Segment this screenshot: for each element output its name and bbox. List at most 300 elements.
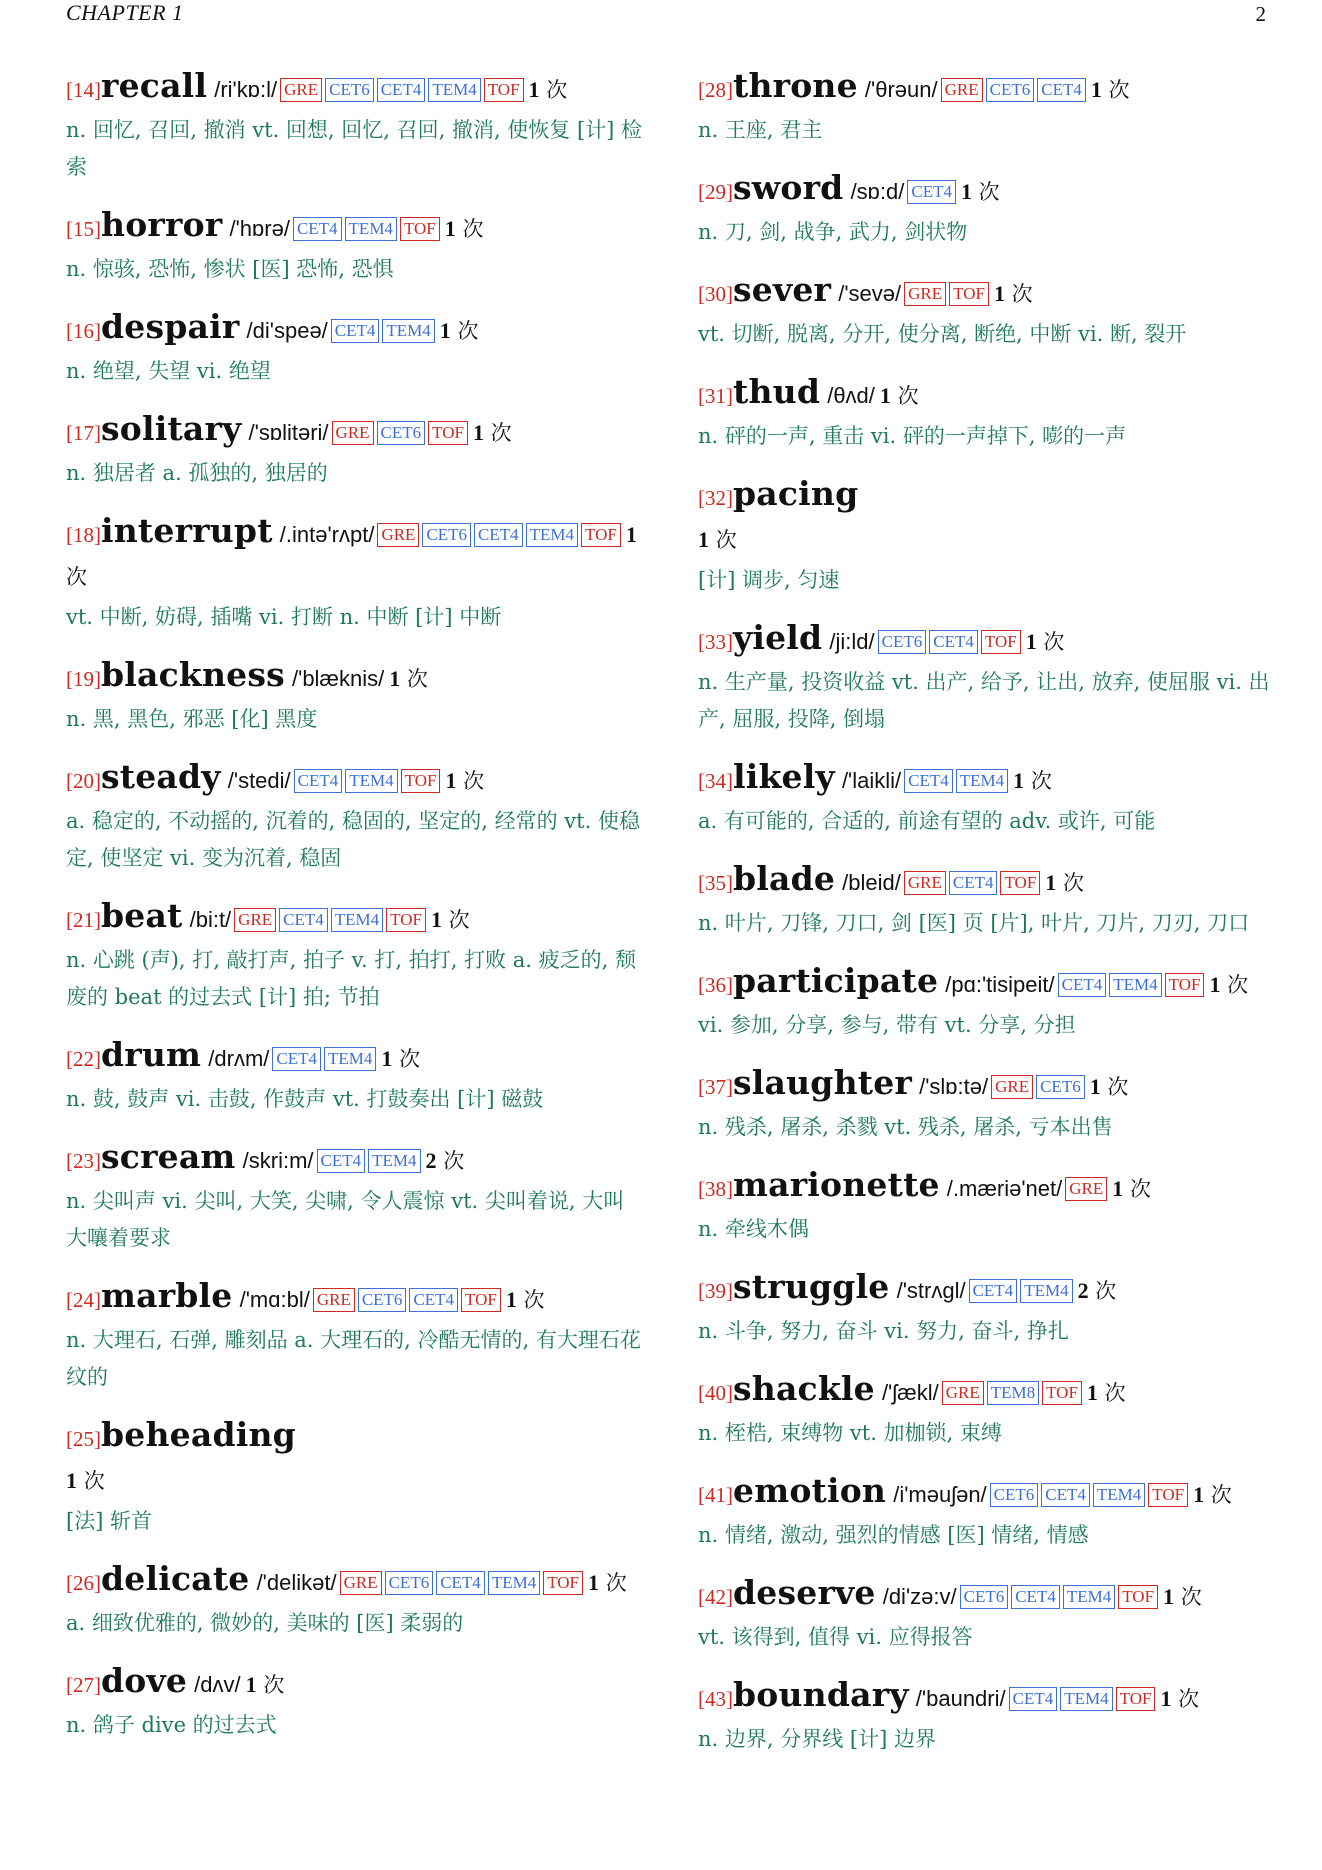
entry-index: [39] <box>698 1279 733 1303</box>
frequency-count <box>698 528 737 552</box>
headword: despair <box>101 307 240 346</box>
frequency-number: 1 <box>1112 1176 1124 1201</box>
vocab-entry <box>66 511 644 636</box>
entry-index: [32] <box>698 486 733 510</box>
frequency-count <box>1160 1687 1199 1711</box>
frequency-number: 1 <box>1045 870 1057 895</box>
exam-tag-badge: GRE <box>904 282 946 306</box>
headword: deserve <box>733 1573 876 1612</box>
chapter-title: CHAPTER 1 <box>66 0 184 25</box>
definition: vt. 切断, 脱离, 分开, 使分离, 断绝, 中断 vi. 断, 裂开 <box>698 322 1187 346</box>
vocab-entry <box>698 1675 1276 1758</box>
vocab-entry <box>66 1559 644 1642</box>
frequency-number: 1 <box>625 522 637 547</box>
entry-index: [43] <box>698 1687 733 1711</box>
frequency-unit: 次 <box>463 769 485 793</box>
vocab-entry <box>66 409 644 492</box>
phonetic: /.intə'rʌpt/ <box>279 522 375 547</box>
entry-headline <box>698 372 1276 418</box>
definition: [法] 斩首 <box>66 1509 153 1533</box>
phonetic: /'mɑ:bl/ <box>239 1287 310 1312</box>
definition: n. 王座, 君主 <box>698 118 823 142</box>
phonetic: /.mæriə'net/ <box>946 1176 1063 1201</box>
entry-headline <box>698 168 1276 214</box>
definition: n. 情绪, 激动, 强烈的情感 [医] 情绪, 情感 <box>698 1523 1089 1547</box>
exam-tag-badge: CET4 <box>904 769 953 793</box>
exam-tag-badge: GRE <box>942 1381 984 1405</box>
entry-index: [30] <box>698 282 733 306</box>
frequency-number: 1 <box>439 318 451 343</box>
frequency-number: 1 <box>879 383 891 408</box>
entry-index: [17] <box>66 421 101 445</box>
entry-headline <box>698 474 1276 562</box>
entry-index: [34] <box>698 769 733 793</box>
headword: boundary <box>733 1675 909 1714</box>
entry-headline <box>698 1267 1276 1313</box>
frequency-count <box>445 769 484 793</box>
entry-headline <box>698 1471 1276 1517</box>
frequency-count <box>1026 630 1065 654</box>
frequency-unit: 次 <box>978 180 1000 204</box>
entry-headline <box>66 409 644 455</box>
exam-tag-badge: GRE <box>1065 1177 1107 1201</box>
entry-headline <box>698 66 1276 112</box>
phonetic: /'θrəun/ <box>864 77 938 102</box>
phonetic: /pɑ:'tisipeit/ <box>945 972 1055 997</box>
exam-tag-badge: CET6 <box>358 1288 407 1312</box>
vocab-entry <box>698 474 1276 599</box>
headword: horror <box>101 205 223 244</box>
headword: likely <box>733 757 835 796</box>
exam-tag-badge: TEM4 <box>526 523 578 547</box>
page-header <box>66 0 1266 30</box>
exam-tag-badge: TOF <box>428 421 468 445</box>
exam-tag-badge: CET6 <box>377 421 426 445</box>
frequency-unit: 次 <box>605 1571 627 1595</box>
vocab-entry <box>66 307 644 390</box>
exam-tag-badge: CET6 <box>986 78 1035 102</box>
frequency-count <box>1112 1177 1151 1201</box>
exam-tag-badge: CET4 <box>1011 1585 1060 1609</box>
entry-headline <box>66 66 644 112</box>
headword: throne <box>733 66 858 105</box>
entry-index: [19] <box>66 667 101 691</box>
exam-tag-badge: TOF <box>981 630 1021 654</box>
exam-tag-badge: CET4 <box>949 871 998 895</box>
headword: scream <box>101 1137 236 1176</box>
right-column <box>698 66 1276 1777</box>
frequency-number: 1 <box>381 1046 393 1071</box>
definition: n. 大理石, 石弹, 雕刻品 a. 大理石的, 冷酷无情的, 有大理石花纹的 <box>66 1328 641 1389</box>
definition: n. 残杀, 屠杀, 杀戮 vt. 残杀, 屠杀, 亏本出售 <box>698 1115 1113 1139</box>
definition: a. 有可能的, 合适的, 前途有望的 adv. 或许, 可能 <box>698 809 1156 833</box>
entry-index: [41] <box>698 1483 733 1507</box>
frequency-unit: 次 <box>443 1149 465 1173</box>
entry-index: [23] <box>66 1149 101 1173</box>
exam-tag-badge: TOF <box>1148 1483 1188 1507</box>
exam-tag-badge: TEM8 <box>987 1381 1039 1405</box>
exam-tag-badge: GRE <box>941 78 983 102</box>
exam-tag-badge: CET6 <box>1036 1075 1085 1099</box>
exam-tag-badge: CET4 <box>377 78 426 102</box>
frequency-number: 1 <box>1209 972 1221 997</box>
headword: blackness <box>101 655 285 694</box>
entry-index: [26] <box>66 1571 101 1595</box>
vocab-entry <box>698 859 1276 942</box>
phonetic: /'stedi/ <box>227 768 291 793</box>
entry-index: [15] <box>66 217 101 241</box>
exam-tag-badge: CET4 <box>272 1047 321 1071</box>
frequency-unit: 次 <box>523 1288 545 1312</box>
frequency-number: 1 <box>430 907 442 932</box>
exam-tag-badge: GRE <box>234 908 276 932</box>
headword: beheading <box>101 1415 296 1454</box>
phonetic: /drʌm/ <box>208 1046 270 1071</box>
phonetic: /skri:m/ <box>242 1148 314 1173</box>
exam-tag-badge: TEM4 <box>1060 1687 1112 1711</box>
frequency-unit: 次 <box>1227 973 1249 997</box>
entry-headline <box>698 1675 1276 1721</box>
entry-headline <box>66 655 644 701</box>
frequency-number: 2 <box>425 1148 437 1173</box>
entry-headline <box>698 1063 1276 1109</box>
exam-tag-badge: TOF <box>949 282 989 306</box>
vocab-entry <box>66 896 644 1016</box>
exam-tag-badge: CET4 <box>929 630 978 654</box>
entry-index: [28] <box>698 78 733 102</box>
frequency-count <box>1013 769 1052 793</box>
frequency-unit: 次 <box>263 1673 285 1697</box>
definition: n. 边界, 分界线 [计] 边界 <box>698 1727 936 1751</box>
exam-tag-badge: CET6 <box>878 630 927 654</box>
entry-index: [25] <box>66 1427 101 1451</box>
exam-tag-badge: TEM4 <box>488 1571 540 1595</box>
frequency-unit: 次 <box>490 421 512 445</box>
entry-headline <box>698 961 1276 1007</box>
exam-tag-badge: TOF <box>1116 1687 1156 1711</box>
frequency-count <box>588 1571 627 1595</box>
definition: n. 生产量, 投资收益 vt. 出产, 给予, 让出, 放弃, 使屈服 vi. 出产, 屈服, 投降, 倒塌 <box>698 670 1270 731</box>
vocab-entry <box>698 1369 1276 1452</box>
phonetic: /ji:ld/ <box>829 629 875 654</box>
headword: participate <box>733 961 939 1000</box>
entry-index: [35] <box>698 871 733 895</box>
frequency-count <box>1091 78 1130 102</box>
headword: delicate <box>101 1559 250 1598</box>
frequency-unit: 次 <box>715 528 737 552</box>
exam-tag-badge: TEM4 <box>382 319 434 343</box>
vocab-entry <box>66 1661 644 1744</box>
phonetic: /'slɒ:tə/ <box>919 1074 989 1099</box>
vocab-entry <box>66 66 644 186</box>
frequency-count <box>445 217 484 241</box>
exam-tag-badge: TOF <box>484 78 524 102</box>
frequency-unit: 次 <box>1108 78 1130 102</box>
frequency-unit: 次 <box>83 1469 105 1493</box>
frequency-count <box>426 1149 465 1173</box>
vocab-entry <box>66 1137 644 1257</box>
headword: solitary <box>101 409 242 448</box>
exam-tag-badge: CET4 <box>1058 973 1107 997</box>
definition: n. 桎梏, 束缚物 vt. 加枷锁, 束缚 <box>698 1421 1002 1445</box>
frequency-count <box>1045 871 1084 895</box>
exam-tag-badge: TOF <box>461 1288 501 1312</box>
exam-tag-badge: TOF <box>386 908 426 932</box>
frequency-count <box>529 78 568 102</box>
entry-headline <box>66 1661 644 1707</box>
definition: n. 惊骇, 恐怖, 惨状 [医] 恐怖, 恐惧 <box>66 257 394 281</box>
frequency-number: 1 <box>960 179 972 204</box>
exam-tag-badge: TEM4 <box>428 78 480 102</box>
headword: pacing <box>733 474 859 513</box>
vocab-entry <box>66 1415 644 1540</box>
headword: emotion <box>733 1471 887 1510</box>
vocab-entry <box>698 757 1276 840</box>
vocab-entry <box>66 655 644 738</box>
exam-tag-badge: CET4 <box>907 180 956 204</box>
entry-headline <box>698 859 1276 905</box>
frequency-unit: 次 <box>462 217 484 241</box>
definition: n. 砰的一声, 重击 vi. 砰的一声掉下, 嘭的一声 <box>698 424 1127 448</box>
exam-tag-badge: CET6 <box>990 1483 1039 1507</box>
frequency-number: 1 <box>66 1468 77 1493</box>
frequency-count <box>1078 1279 1117 1303</box>
frequency-unit: 次 <box>1011 282 1033 306</box>
frequency-unit: 次 <box>457 319 479 343</box>
entry-headline <box>66 896 644 942</box>
exam-tag-badge: CET4 <box>474 523 523 547</box>
entry-headline <box>66 1137 644 1183</box>
phonetic: /'blæknis/ <box>292 666 385 691</box>
definition: n. 心跳 (声), 打, 敲打声, 拍子 v. 打, 拍打, 打败 a. 疲乏的, 颓废的 beat 的过去式 [计] 拍; 节拍 <box>66 948 636 1009</box>
exam-tag-badge: TOF <box>581 523 621 547</box>
frequency-number: 1 <box>1193 1482 1205 1507</box>
frequency-number: 1 <box>1089 1074 1101 1099</box>
exam-tag-badge: CET4 <box>317 1149 366 1173</box>
phonetic: /dʌv/ <box>194 1672 241 1697</box>
headword: sword <box>733 168 844 207</box>
definition: n. 绝望, 失望 vi. 绝望 <box>66 359 271 383</box>
phonetic: /θʌd/ <box>827 383 875 408</box>
entry-index: [42] <box>698 1585 733 1609</box>
frequency-number: 1 <box>698 527 709 552</box>
headword: marble <box>101 1276 233 1315</box>
frequency-unit: 次 <box>66 565 87 589</box>
entry-headline <box>698 1165 1276 1211</box>
vocab-entry <box>698 1063 1276 1146</box>
exam-tag-badge: CET4 <box>436 1571 485 1595</box>
entry-headline <box>66 1035 644 1081</box>
phonetic: /'hɒrə/ <box>229 216 290 241</box>
headword: interrupt <box>101 511 273 550</box>
frequency-unit: 次 <box>1129 1177 1151 1201</box>
frequency-count <box>1193 1483 1232 1507</box>
exam-tag-badge: TEM4 <box>956 769 1008 793</box>
vocab-entry <box>66 757 644 877</box>
frequency-number: 1 <box>528 77 540 102</box>
frequency-unit: 次 <box>399 1047 421 1071</box>
vocab-entry <box>698 1471 1276 1554</box>
entry-headline <box>698 270 1276 316</box>
vocab-entry <box>698 618 1276 738</box>
phonetic: /'sevə/ <box>838 281 902 306</box>
definition: a. 细致优雅的, 微妙的, 美味的 [医] 柔弱的 <box>66 1611 464 1635</box>
frequency-count <box>381 1047 420 1071</box>
vocab-entry <box>698 1267 1276 1350</box>
exam-tag-badge: TEM4 <box>1020 1279 1072 1303</box>
vocab-entry <box>66 205 644 288</box>
frequency-count <box>246 1673 285 1697</box>
frequency-number: 1 <box>1163 1584 1175 1609</box>
frequency-unit: 次 <box>1043 630 1065 654</box>
exam-tag-badge: CET4 <box>409 1288 458 1312</box>
frequency-unit: 次 <box>1104 1381 1126 1405</box>
entry-index: [40] <box>698 1381 733 1405</box>
vocab-entry <box>698 1165 1276 1248</box>
entry-headline <box>66 1559 644 1605</box>
phonetic: /'ʃækl/ <box>881 1380 939 1405</box>
frequency-number: 1 <box>1086 1380 1098 1405</box>
entry-headline <box>66 511 644 599</box>
frequency-unit: 次 <box>546 78 568 102</box>
phonetic: /'sɒlitəri/ <box>248 420 329 445</box>
phonetic: /ri'kɒ:l/ <box>214 77 278 102</box>
frequency-count <box>1209 973 1248 997</box>
frequency-unit: 次 <box>1062 871 1084 895</box>
frequency-unit: 次 <box>1107 1075 1129 1099</box>
exam-tag-badge: GRE <box>313 1288 355 1312</box>
exam-tag-badge: GRE <box>280 78 322 102</box>
entry-headline <box>66 757 644 803</box>
frequency-count <box>440 319 479 343</box>
vocab-entry <box>698 372 1276 455</box>
entry-index: [22] <box>66 1047 101 1071</box>
entry-index: [21] <box>66 908 101 932</box>
exam-tag-badge: CET6 <box>960 1585 1009 1609</box>
definition: vi. 参加, 分享, 参与, 带有 vt. 分享, 分担 <box>698 1013 1076 1037</box>
frequency-number: 1 <box>993 281 1005 306</box>
exam-tag-badge: TEM4 <box>345 217 397 241</box>
vocab-entry <box>698 270 1276 353</box>
vocab-entry <box>698 168 1276 251</box>
headword: dove <box>101 1661 188 1700</box>
entry-index: [16] <box>66 319 101 343</box>
exam-tag-badge: GRE <box>904 871 946 895</box>
frequency-count <box>880 384 919 408</box>
exam-tag-badge: CET4 <box>1037 78 1086 102</box>
phonetic: /sɒ:d/ <box>850 179 905 204</box>
phonetic: /di'speə/ <box>246 318 328 343</box>
headword: slaughter <box>733 1063 912 1102</box>
headword: shackle <box>733 1369 875 1408</box>
phonetic: /bleid/ <box>842 870 901 895</box>
vocab-entry <box>66 1276 644 1396</box>
definition: n. 鼓, 鼓声 vi. 击鼓, 作鼓声 vt. 打鼓奏出 [计] 磁鼓 <box>66 1087 544 1111</box>
entry-headline <box>698 757 1276 803</box>
entry-index: [37] <box>698 1075 733 1099</box>
exam-tag-badge: TEM4 <box>345 769 397 793</box>
exam-tag-badge: TOF <box>401 769 441 793</box>
entry-index: [18] <box>66 523 101 547</box>
exam-tag-badge: TOF <box>400 217 440 241</box>
entry-index: [14] <box>66 78 101 102</box>
phonetic: /bi:t/ <box>189 907 232 932</box>
exam-tag-badge: CET4 <box>331 319 380 343</box>
frequency-count <box>1090 1075 1129 1099</box>
frequency-number: 1 <box>1160 1686 1172 1711</box>
exam-tag-badge: GRE <box>340 1571 382 1595</box>
exam-tag-badge: TOF <box>1165 973 1205 997</box>
definition: n. 尖叫声 vi. 尖叫, 大笑, 尖啸, 令人震惊 vt. 尖叫着说, 大叫大嚷着要求 <box>66 1189 625 1250</box>
exam-tag-badge: TEM4 <box>324 1047 376 1071</box>
exam-tag-badge: TOF <box>1000 871 1040 895</box>
vocab-entry <box>698 961 1276 1044</box>
frequency-count <box>66 1469 105 1493</box>
phonetic: /'delikət/ <box>256 1570 337 1595</box>
frequency-count <box>1087 1381 1126 1405</box>
phonetic: /'strʌgl/ <box>896 1278 966 1303</box>
vocab-entry <box>66 1035 644 1118</box>
frequency-count <box>994 282 1033 306</box>
definition: n. 黑, 黑色, 邪恶 [化] 黑度 <box>66 707 318 731</box>
entry-index: [36] <box>698 973 733 997</box>
exam-tag-badge: GRE <box>991 1075 1033 1099</box>
frequency-number: 1 <box>588 1570 600 1595</box>
exam-tag-badge: TOF <box>543 1571 583 1595</box>
vocab-entry <box>698 66 1276 149</box>
frequency-number: 1 <box>505 1287 517 1312</box>
entry-headline <box>66 1415 644 1503</box>
definition: [计] 调步, 匀速 <box>698 568 840 592</box>
exam-tag-badge: CET6 <box>385 1571 434 1595</box>
entry-index: [20] <box>66 769 101 793</box>
frequency-count <box>506 1288 545 1312</box>
definition: vt. 该得到, 值得 vi. 应得报答 <box>698 1625 973 1649</box>
exam-tag-badge: TEM4 <box>1093 1483 1145 1507</box>
exam-tag-badge: CET4 <box>1041 1483 1090 1507</box>
headword: yield <box>733 618 823 657</box>
headword: beat <box>101 896 183 935</box>
frequency-number: 1 <box>1025 629 1037 654</box>
exam-tag-badge: CET4 <box>293 217 342 241</box>
frequency-count <box>1163 1585 1202 1609</box>
exam-tag-badge: CET4 <box>294 769 343 793</box>
frequency-number: 1 <box>444 216 456 241</box>
phonetic: /di'zə:v/ <box>882 1584 957 1609</box>
entry-headline <box>66 1276 644 1322</box>
exam-tag-badge: CET4 <box>969 1279 1018 1303</box>
frequency-unit: 次 <box>406 667 428 691</box>
entry-headline <box>66 307 644 353</box>
frequency-unit: 次 <box>1178 1687 1200 1711</box>
exam-tag-badge: TEM4 <box>1109 973 1161 997</box>
frequency-unit: 次 <box>897 384 919 408</box>
definition: n. 独居者 a. 孤独的, 独居的 <box>66 461 328 485</box>
phonetic: /'baundri/ <box>915 1686 1006 1711</box>
definition: n. 刀, 剑, 战争, 武力, 剑状物 <box>698 220 968 244</box>
entry-index: [29] <box>698 180 733 204</box>
headword: recall <box>101 66 208 105</box>
left-column <box>66 66 644 1763</box>
headword: blade <box>733 859 836 898</box>
phonetic: /'laikli/ <box>841 768 902 793</box>
frequency-count <box>473 421 512 445</box>
exam-tag-badge: TEM4 <box>331 908 383 932</box>
entry-index: [24] <box>66 1288 101 1312</box>
frequency-unit: 次 <box>1030 769 1052 793</box>
exam-tag-badge: GRE <box>332 421 374 445</box>
exam-tag-badge: TOF <box>1118 1585 1158 1609</box>
